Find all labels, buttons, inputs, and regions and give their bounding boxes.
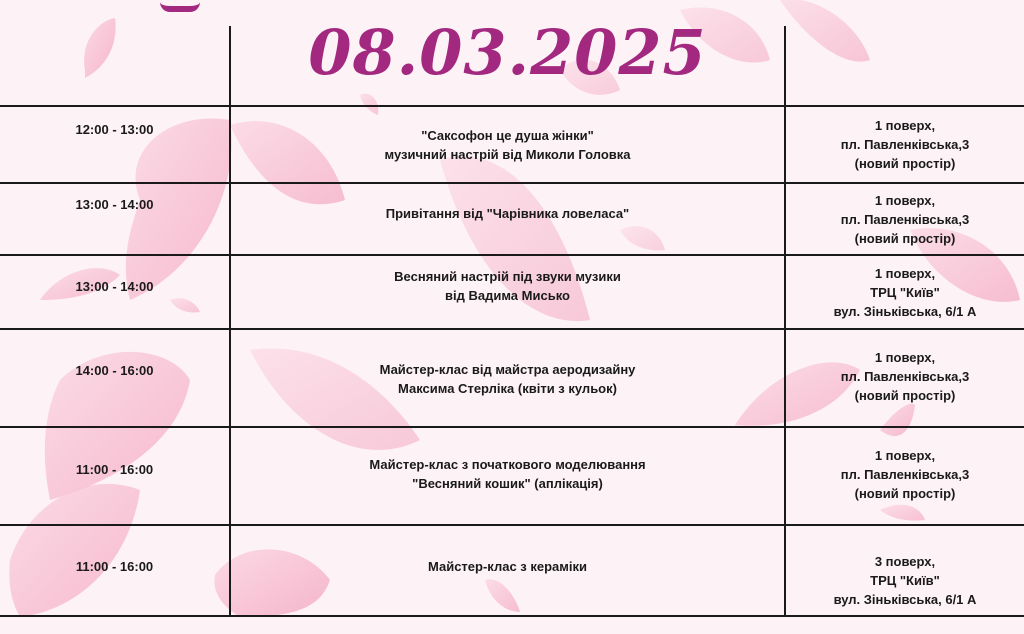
time-cell: 11:00 - 16:00 <box>75 461 154 477</box>
event-cell: "Саксофон це душа жінки" музичний настрій від Миколи Головка <box>384 127 631 162</box>
location-cell: 1 поверх, ТРЦ "Київ" вул. Зіньківська, 6/1 А <box>833 265 977 319</box>
petal <box>780 0 870 62</box>
petal <box>84 18 115 78</box>
event-cell: Майстер-клас від майстра аеродизайну Максима Стерліка (квіти з кульок) <box>379 362 636 396</box>
event-cell: Весняний настрій під звуки музики від Вадима Мисько <box>394 269 621 303</box>
time-cell: 11:00 - 16:00 <box>75 558 154 574</box>
date-title: 08.03.2025 <box>308 16 707 89</box>
event-cell: Майстер-клас з початкового моделювання "Весняний кошик" (аплікація) <box>369 457 646 491</box>
event-cell: Майстер-клас з кераміки <box>427 558 587 574</box>
location-cell: 1 поверх, пл. Павленківська,3 (новий простір) <box>840 192 970 246</box>
time-cell: 13:00 - 14:00 <box>75 278 154 294</box>
time-cell: 13:00 - 14:00 <box>75 196 154 212</box>
time-cell: 14:00 - 16:00 <box>75 362 154 378</box>
location-cell: 1 поверх, пл. Павленківська,3 (новий простір) <box>840 118 970 171</box>
event-cell: Привітання від "Чарівника ловеласа" <box>385 205 630 221</box>
location-cell: 3 поверх, ТРЦ "Київ" вул. Зіньківська, 6/1 А <box>833 553 977 607</box>
time-cell: 12:00 - 13:00 <box>75 122 154 137</box>
location-cell: 1 поверх, пл. Павленківська,3 (новий простір) <box>840 349 970 403</box>
title-fragment-mark <box>160 0 200 12</box>
location-cell: 1 поверх, пл. Павленківська,3 (новий простір) <box>840 447 970 501</box>
